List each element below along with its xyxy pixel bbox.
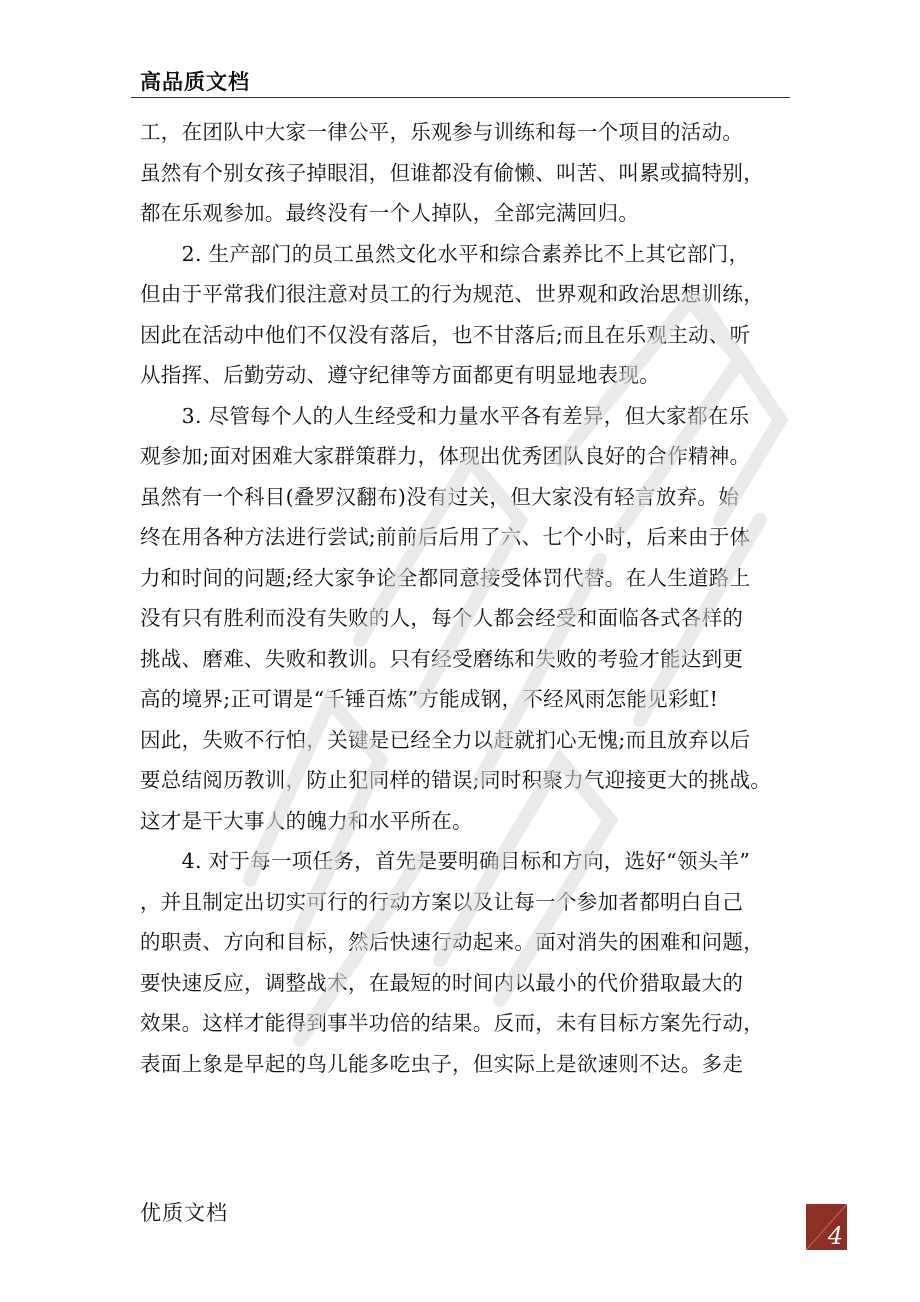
body-line: 挑战、磨难、失败和教训。只有经受磨练和失败的考验才能达到更	[140, 646, 744, 671]
body-line: 高的境界;正可谓是“千锤百炼”方能成钢，不经风雨怎能见彩虹!	[140, 687, 719, 711]
document-body	[140, 112, 780, 1084]
body-line: 表面上象是早起的鸟儿能多吃虫子，但实际上是欲速则不达。多走	[140, 1051, 744, 1076]
body-line: 这才是干大事人的魄力和水平所在。	[140, 808, 473, 833]
body-line: 要快速反应，调整战术，在最短的时间内以最小的代价猎取最大的	[140, 970, 744, 995]
body-line: 终在用各种方法进行尝试;前前后后用了六、七个小时，后来由于体	[140, 525, 751, 549]
body-line: 从指挥、后勤劳动、遵守纪律等方面都更有明显地表现。	[140, 363, 660, 387]
body-line: 因此，失败不行怕，关键是已经全力以赶就扪心无愧;而且放弃以后	[140, 727, 751, 752]
body-line: 但由于平常我们很注意对员工的行为规范、世界观和政治思想训练，	[140, 282, 764, 306]
body-line: 力和时间的问题;经大家争论全都同意接受体罚代替。在人生道路上	[140, 565, 751, 590]
body-line: 要总结阅历教训，防止犯同样的错误;同时积聚力气迎接更大的挑战。	[140, 768, 772, 792]
body-line: 3. 尽管每个人的人生经受和力量水平各有差异，但大家都在乐	[140, 403, 750, 428]
body-line: ，并且制定出切实可行的行动方案以及让每一个参加者都明白自己	[140, 889, 744, 914]
header-title: 高品质文档	[140, 70, 250, 94]
body-line: 观参加;面对困难大家群策群力，体现出优秀团队良好的合作精神。	[140, 444, 751, 468]
body-line: 的职责、方向和目标，然后快速行动起来。面对消失的困难和问题，	[140, 930, 764, 954]
footer-title: 优质文档	[140, 1201, 228, 1225]
body-line: 没有只有胜利而没有失败的人，每个人都会经受和面临各式各样的	[140, 606, 744, 630]
body-line: 虽然有个别女孩子掉眼泪，但谁都没有偷懒、叫苦、叫累或搞特别，	[140, 160, 764, 185]
body-line: 因此在活动中他们不仅没有落后，也不甘落后;而且在乐观主动、听	[140, 322, 751, 347]
body-line: 4. 对于每一项任务，首先是要明确目标和方向，选好“领头羊”	[140, 849, 751, 873]
body-line: 虽然有一个科目(叠罗汉翻布)没有过关，但大家没有轻言放弃。始	[140, 484, 739, 509]
body-line: 效果。这样才能得到事半功倍的结果。反而，未有目标方案先行动，	[140, 1011, 764, 1035]
page-number: 4	[827, 1222, 843, 1250]
body-line: 工，在团队中大家一律公平，乐观参与训练和每一个项目的活动。	[140, 120, 744, 144]
body-line: 2. 生产部门的员工虽然文化水平和综合素养比不上其它部门，	[140, 241, 750, 266]
header-divider	[131, 97, 790, 98]
page-number-badge	[806, 1204, 847, 1250]
body-line: 都在乐观参加。最终没有一个人掉队，全部完满回归。	[140, 201, 640, 225]
